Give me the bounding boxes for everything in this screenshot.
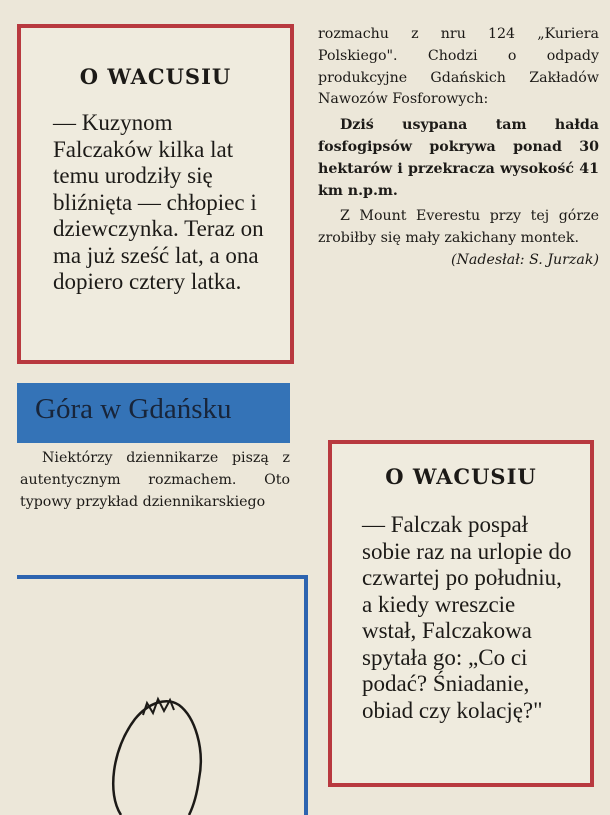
cartoon-frame	[17, 575, 308, 815]
article-headline: Góra w Gdańsku	[35, 393, 232, 425]
wacus-box-bottom	[328, 440, 594, 787]
article-column	[20, 448, 290, 513]
cartoon-head-illustration	[17, 579, 304, 815]
box-title: O WACUSIU	[385, 464, 537, 489]
article-paragraph: rozmachu z nru 124 „Kuriera Polskiego". Chodzi o odpady produkcyjne Gdańskich Zakładów Nawozów Fosforowych:	[318, 26, 599, 108]
quoted-paragraph: Dziś usypana tam hałda fosfogipsów pokrywa ponad 30 hektarów i przekracza wysokość 41 km n.p.m.	[318, 117, 599, 199]
article-intro: Niektórzy dziennikarze piszą z autentycznym rozmachem. Oto typowy przykład dziennikarskiego	[20, 450, 290, 510]
article-continuation	[318, 24, 599, 272]
wacus-box-top	[17, 24, 294, 364]
box-text: — Kuzynom Falczaków kilka lat temu urodziły się bliźnięta — chłopiec i dziewczynka. Teraz on ma już sześć lat, a ona dopiero cztery latka.	[53, 110, 264, 294]
comment-paragraph: Z Mount Everestu przy tej górze zrobiłby się mały zakichany montek.	[318, 208, 599, 247]
article-headline-banner	[17, 383, 290, 443]
box-title: O WACUSIU	[79, 64, 232, 89]
signature: (Nadesłał: S. Jurzak)	[450, 251, 599, 268]
box-text: — Falczak pospał sobie raz na urlopie do czwartej po południu, a kiedy wreszcie wstał, Falczakowa spytała go: „Co ci podać? Śniadanie, obiad czy kolację?"	[362, 512, 572, 723]
